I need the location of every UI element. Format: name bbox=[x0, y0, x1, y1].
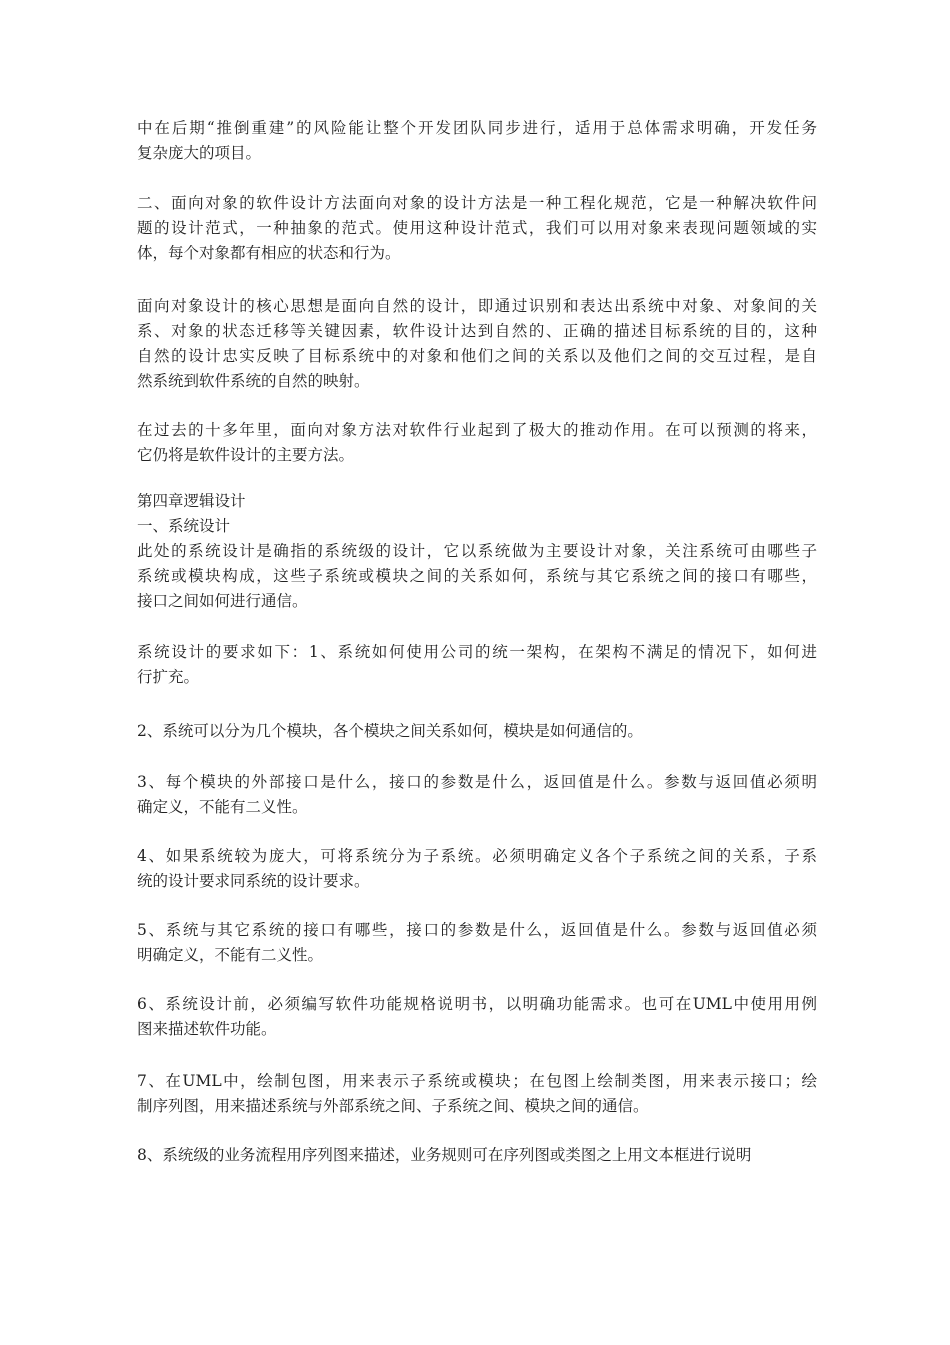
text-line: 体，每个对象都有相应的状态和行为。 bbox=[137, 244, 401, 262]
text-line: 行扩充。 bbox=[137, 668, 200, 686]
text-line: 此处的系统设计是确指的系统级的设计，它以系统做为主要设计对象，关注系统可由哪些子 bbox=[137, 542, 817, 560]
chapter-heading: 第四章逻辑设计 bbox=[137, 492, 246, 510]
text-line: 3、每个模块的外部接口是什么，接口的参数是什么，返回值是什么。参数与返回值必须明 bbox=[137, 773, 817, 791]
text-line: 5、系统与其它系统的接口有哪些，接口的参数是什么，返回值是什么。参数与返回值必须 bbox=[137, 921, 817, 939]
section-logic-design bbox=[137, 489, 817, 614]
section-heading: 一、系统设计 bbox=[137, 517, 231, 535]
paragraph-requirement-6 bbox=[137, 992, 817, 1042]
text-line: 7、在UML中，绘制包图，用来表示子系统或模块；在包图上绘制类图，用来表示接口；绘 bbox=[137, 1072, 817, 1090]
paragraph-requirement-2 bbox=[137, 719, 817, 744]
paragraph-waterfall-summary bbox=[137, 116, 817, 166]
text-line: 二、面向对象的软件设计方法面向对象的设计方法是一种工程化规范，它是一种解决软件问 bbox=[137, 194, 817, 212]
text-line: 系统设计的要求如下：1、系统如何使用公司的统一架构，在架构不满足的情况下，如何进 bbox=[137, 643, 817, 661]
text-line: 图来描述软件功能。 bbox=[137, 1020, 277, 1038]
text-line: 4、如果系统较为庞大，可将系统分为子系统。必须明确定义各个子系统之间的关系，子系 bbox=[137, 847, 817, 865]
text-line: 8、系统级的业务流程用序列图来描述，业务规则可在序列图或类图之上用文本框进行说明 bbox=[137, 1146, 752, 1164]
text-line: 中在后期“推倒重建”的风险能让整个开发团队同步进行，适用于总体需求明确，开发任务 bbox=[137, 119, 817, 137]
text-line: 复杂庞大的项目。 bbox=[137, 144, 262, 162]
text-line: 题的设计范式，一种抽象的范式。使用这种设计范式，我们可以用对象来表现问题领域的实 bbox=[137, 219, 817, 237]
text-line: 系统或模块构成，这些子系统或模块之间的关系如何，系统与其它系统之间的接口有哪些， bbox=[137, 567, 817, 585]
text-line: 它仍将是软件设计的主要方法。 bbox=[137, 446, 355, 464]
text-line: 明确定义，不能有二义性。 bbox=[137, 946, 324, 964]
paragraph-requirement-1 bbox=[137, 640, 817, 690]
text-line: 面向对象设计的核心思想是面向自然的设计，即通过识别和表达出系统中对象、对象间的关 bbox=[137, 297, 817, 315]
text-line: 制序列图，用来描述系统与外部系统之间、子系统之间、模块之间的通信。 bbox=[137, 1097, 649, 1115]
paragraph-requirement-3 bbox=[137, 770, 817, 820]
text-line: 在过去的十多年里，面向对象方法对软件行业起到了极大的推动作用。在可以预测的将来， bbox=[137, 421, 817, 439]
text-line: 2、系统可以分为几个模块，各个模块之间关系如何，模块是如何通信的。 bbox=[137, 722, 643, 740]
text-line: 自然的设计忠实反映了目标系统中的对象和他们之间的关系以及他们之间的交互过程，是自 bbox=[137, 347, 817, 365]
paragraph-requirement-8 bbox=[137, 1143, 817, 1168]
text-line: 接口之间如何进行通信。 bbox=[137, 592, 308, 610]
paragraph-requirement-4 bbox=[137, 844, 817, 894]
text-line: 6、系统设计前，必须编写软件功能规格说明书，以明确功能需求。也可在UML中使用用例 bbox=[137, 995, 817, 1013]
text-line: 确定义，不能有二义性。 bbox=[137, 798, 308, 816]
text-line: 统的设计要求同系统的设计要求。 bbox=[137, 872, 370, 890]
paragraph-oo-core-idea bbox=[137, 294, 817, 394]
paragraph-requirement-7 bbox=[137, 1069, 817, 1119]
text-line: 然系统到软件系统的自然的映射。 bbox=[137, 372, 370, 390]
paragraph-oo-design-method bbox=[137, 191, 817, 266]
paragraph-oo-history bbox=[137, 418, 817, 468]
paragraph-requirement-5 bbox=[137, 918, 817, 968]
text-line: 系、对象的状态迁移等关键因素，软件设计达到自然的、正确的描述目标系统的目的，这种 bbox=[137, 322, 817, 340]
